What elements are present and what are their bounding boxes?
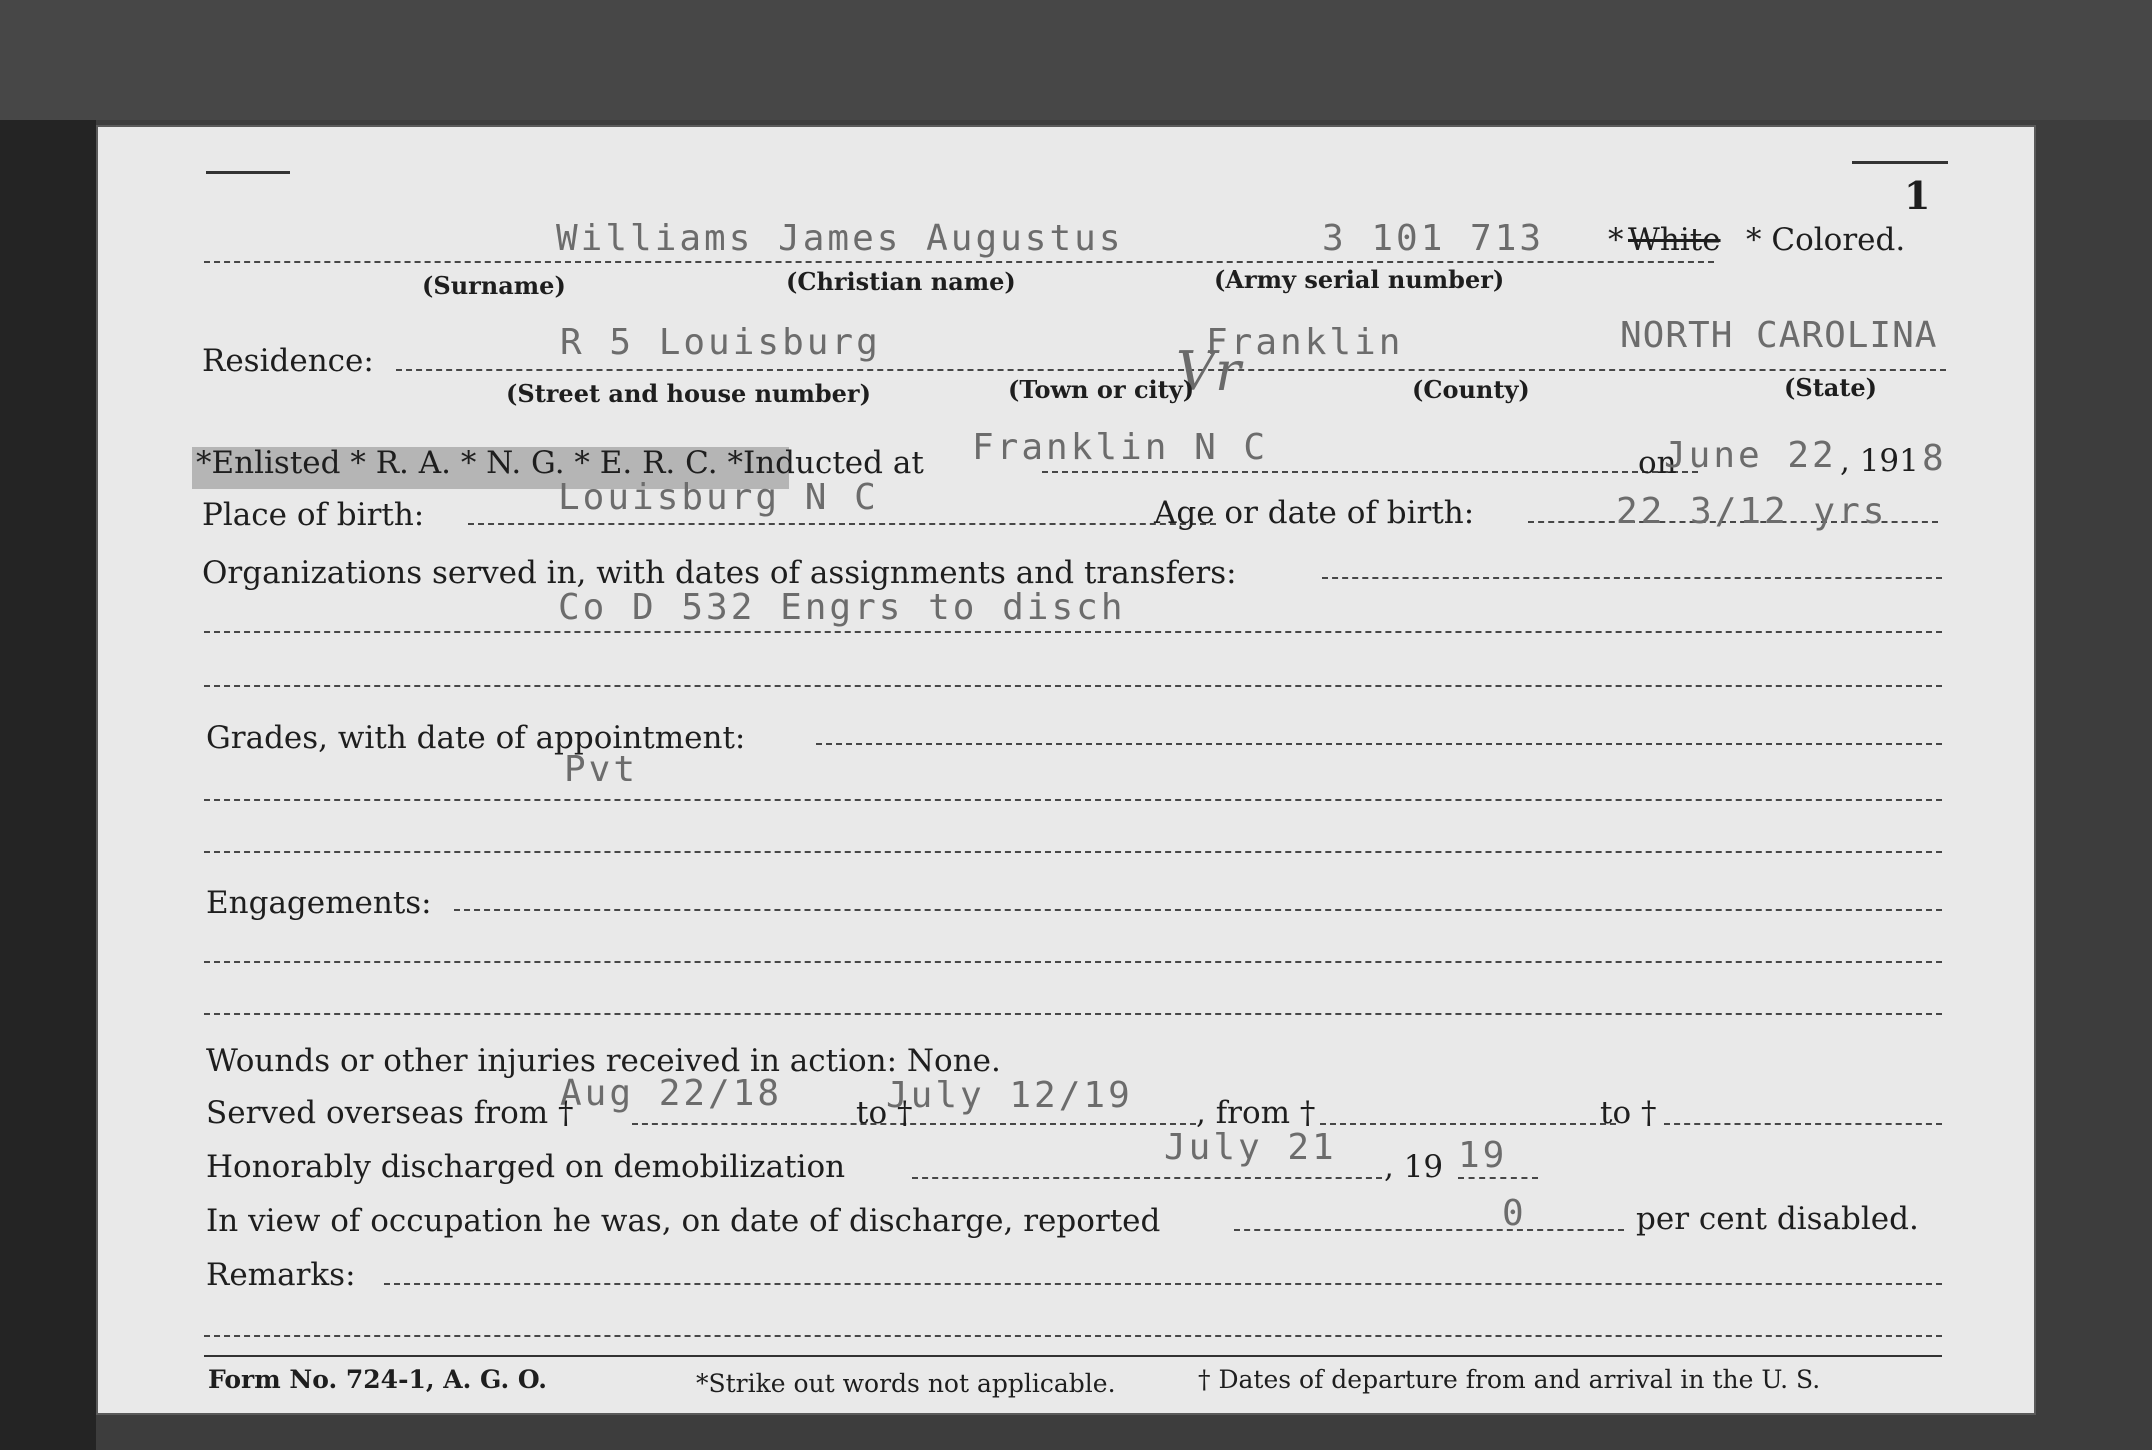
card-number: 1 [1904,173,1931,218]
organizations-typed: Co D 532 Engrs to disch [558,587,1126,628]
disability-label: In view of occupation he was, on date of discharge, reported [206,1203,1161,1239]
remarks-dotted-line-2 [204,1335,1942,1337]
overseas-from2-dotted-line [1320,1123,1616,1125]
scan-border-left [0,0,96,1450]
inducted-at-typed: Franklin N C [972,427,1269,468]
residence-label: Residence: [202,343,374,379]
grades-dotted-line-1 [816,743,1942,745]
overseas-to-typed: July 12/19 [886,1075,1133,1116]
grades-dotted-line-3 [204,851,1942,853]
service-record-card [96,125,2036,1415]
residence-hand-mark: Vr [1176,340,1241,403]
army-serial-typed: 3 101 713 [1322,218,1545,259]
wounds-label: Wounds or other injuries received in action: None. [206,1043,1001,1079]
place-of-birth-dotted-line [468,523,1216,525]
overseas-to2-label: to † [1600,1095,1657,1131]
name-dotted-line [204,261,1714,263]
caption-army-serial: (Army serial number) [1214,265,1505,294]
top-left-rule [206,171,290,174]
residence-state-typed: NORTH CAROLINA [1620,315,1938,356]
footer-form-number: Form No. 724-1, A. G. O. [208,1365,547,1394]
race-prefix: * [1608,222,1624,258]
overseas-from-label: Served overseas from † [206,1095,574,1131]
footer-rule [204,1355,1942,1357]
overseas-to-label: to † [856,1095,913,1131]
name-typed: Williams James Augustus [556,218,1124,259]
organizations-dotted-line-1 [1322,577,1942,579]
inducted-year-typed: 8 [1922,438,1947,479]
footer-strike-note: *Strike out words not applicable. [696,1369,1116,1398]
inducted-year-printed: , 191 [1840,443,1919,479]
overseas-from-typed: Aug 22/18 [560,1073,783,1114]
caption-surname: (Surname) [422,271,566,300]
remarks-dotted-line-1 [384,1283,1942,1285]
on-label: on [1638,445,1677,481]
engagements-dotted-line-2 [204,961,1942,963]
caption-christian-name: (Christian name) [786,267,1016,296]
residence-county-typed: Franklin [1206,322,1404,363]
disability-percent-typed: 0 [1502,1193,1527,1234]
engagements-dotted-line-1 [454,909,1942,911]
place-of-birth-label: Place of birth: [202,497,425,533]
age-typed: 22 3/12 yrs [1616,491,1888,532]
top-right-rule [1852,161,1948,164]
caption-street: (Street and house number) [506,379,871,408]
discharge-year-printed: , 19 [1384,1149,1444,1185]
engagements-dotted-line-3 [204,1013,1942,1015]
race-colored: * Colored. [1746,222,1906,258]
overseas-to-dotted-line [920,1123,1196,1125]
discharge-dotted-line [912,1177,1382,1179]
race-white-struck: White [1628,222,1721,258]
disability-dotted-line [1234,1229,1624,1231]
discharge-date-typed: July 21 [1164,1127,1337,1168]
residence-dotted-line [396,369,1946,371]
organizations-dotted-line-3 [204,685,1942,687]
caption-state: (State) [1784,373,1878,402]
grades-typed: Pvt [564,749,639,790]
caption-county: (County) [1412,375,1530,404]
footer-dates-note: † Dates of departure from and arrival in the U. S. [1198,1365,1821,1394]
grades-dotted-line-2 [204,799,1942,801]
caption-town: (Town or city) [1008,375,1195,404]
place-of-birth-typed: Louisburg N C [558,477,879,518]
discharge-year-dotted-line [1458,1177,1538,1179]
overseas-from2-label: , from † [1196,1095,1316,1131]
discharge-label: Honorably discharged on demobilization [206,1149,846,1185]
enlisted-label: *Enlisted * R. A. * N. G. * E. R. C. *Inducted at [196,445,924,481]
disability-suffix: per cent disabled. [1636,1201,1919,1237]
inducted-date-typed: June 22 [1664,435,1837,476]
organizations-label: Organizations served in, with dates of assignments and transfers: [202,555,1237,591]
discharge-year-typed: 19 [1458,1135,1508,1176]
scan-border-top [0,0,2152,120]
engagements-label: Engagements: [206,885,432,921]
inducted-dotted-line [1042,471,1698,473]
residence-street-typed: R 5 Louisburg [560,322,881,363]
organizations-dotted-line-2 [204,631,1942,633]
overseas-to2-dotted-line [1664,1123,1942,1125]
grades-label: Grades, with date of appointment: [206,720,746,756]
remarks-label: Remarks: [206,1257,356,1293]
age-label: Age or date of birth: [1154,495,1475,531]
